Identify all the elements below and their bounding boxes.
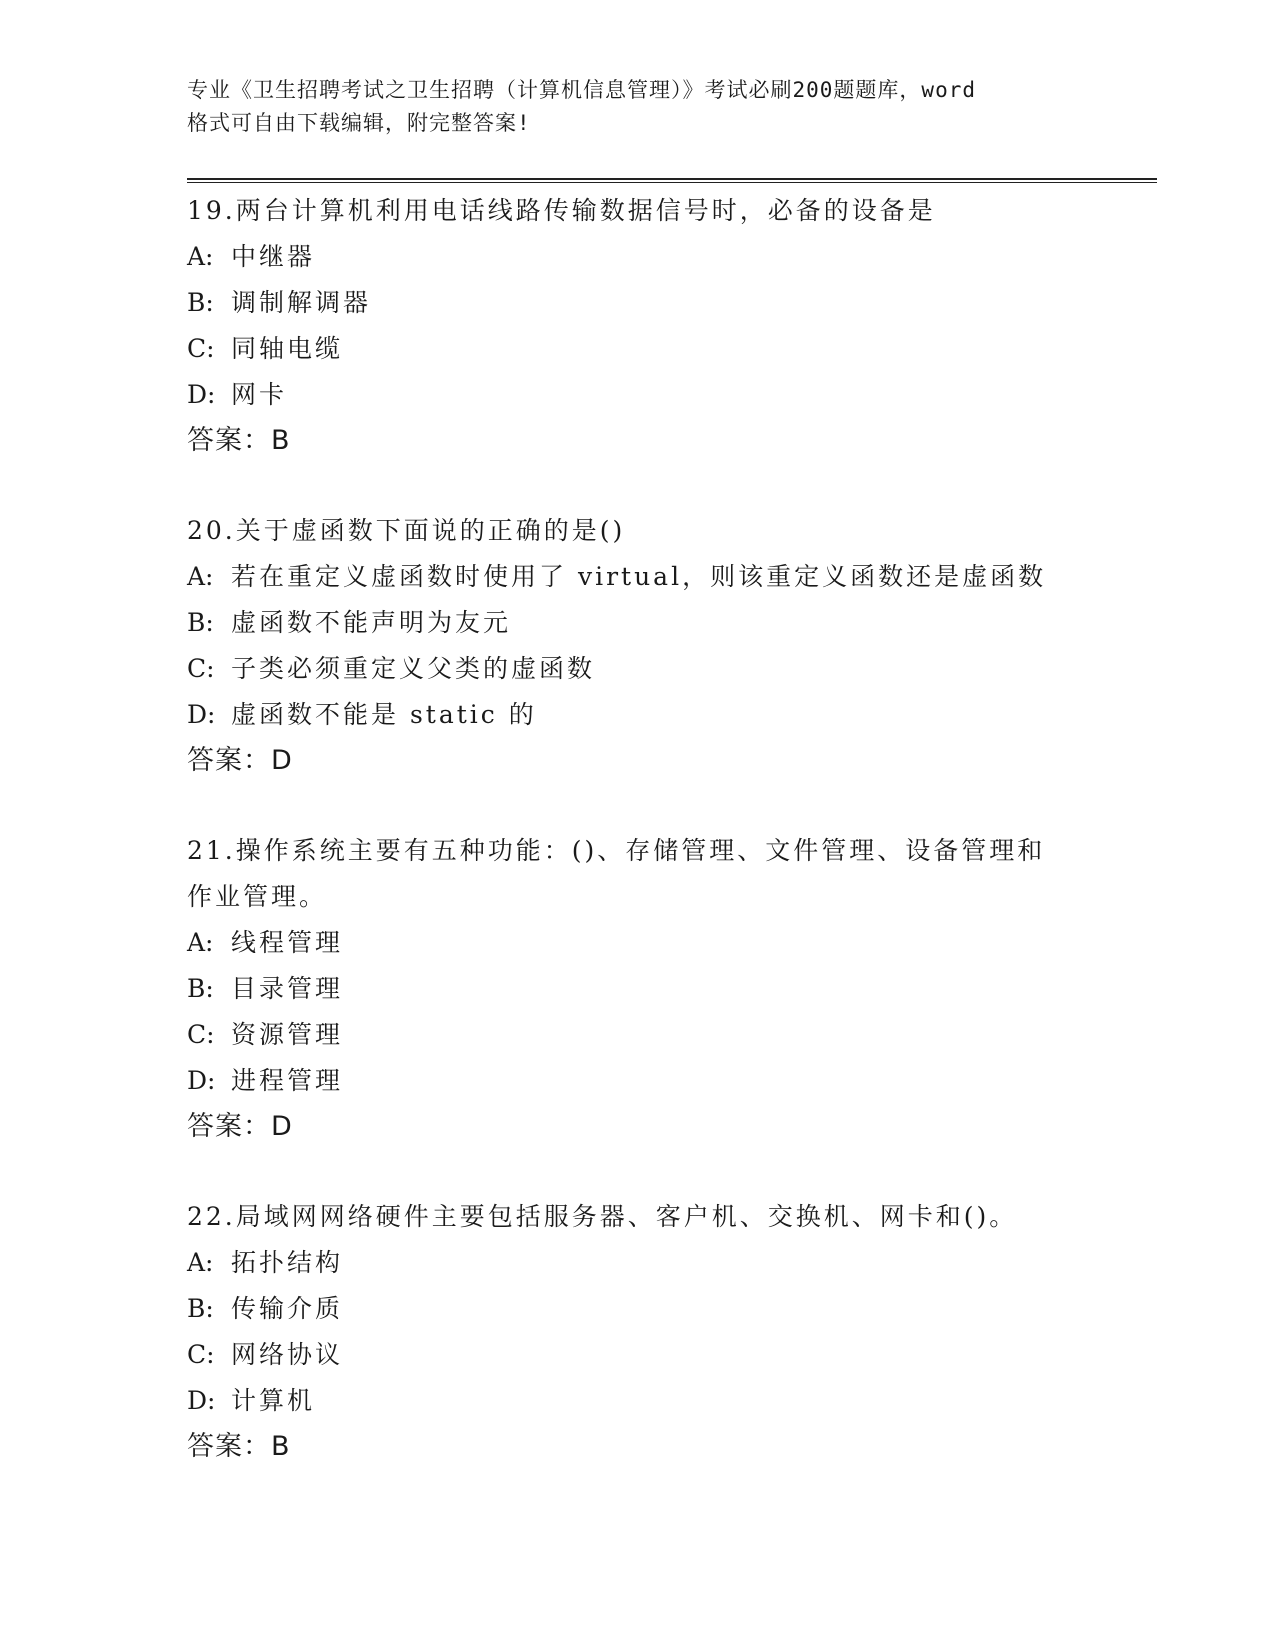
option-text: 子类必须重定义父类的虚函数: [231, 654, 596, 683]
option-key: B:: [187, 608, 214, 637]
option-key: A:: [187, 1248, 214, 1277]
option-text: 资源管理: [231, 1020, 344, 1049]
option-key: B:: [187, 288, 214, 317]
question-stem: 22.局域网网络硬件主要包括服务器、客户机、交换机、网卡和()。: [187, 1202, 1018, 1231]
option-c: [187, 1332, 1157, 1378]
question-21: [187, 828, 1157, 1150]
option-text: 虚函数不能是 static 的: [231, 700, 537, 729]
option-text: 调制解调器: [231, 288, 372, 317]
header-line-1: 专业《卫生招聘考试之卫生招聘（计算机信息管理）》考试必刷200题题库，word: [187, 78, 976, 102]
option-text: 传输介质: [231, 1294, 344, 1323]
option-c: [187, 1012, 1157, 1058]
document-header: [187, 74, 1087, 140]
question-19: [187, 188, 1157, 464]
answer-label: 答案：B: [187, 1431, 291, 1462]
answer-label: 答案：D: [187, 1111, 293, 1142]
option-text: 计算机: [231, 1386, 316, 1415]
answer-label: 答案：B: [187, 425, 291, 456]
question-stem: 19.两台计算机利用电话线路传输数据信号时，必备的设备是: [187, 196, 936, 225]
option-key: A:: [187, 928, 214, 957]
option-d: [187, 692, 1157, 738]
option-text: 网卡: [231, 380, 288, 409]
option-key: D:: [187, 1066, 216, 1095]
header-line-2: 格式可自由下载编辑，附完整答案!: [187, 111, 531, 135]
question-stem: 21.操作系统主要有五种功能：()、存储管理、文件管理、设备管理和作业管理。: [187, 836, 1046, 911]
option-text: 同轴电缆: [231, 334, 344, 363]
option-key: C:: [187, 654, 215, 683]
option-c: [187, 326, 1157, 372]
option-b: [187, 600, 1157, 646]
option-text: 目录管理: [231, 974, 344, 1003]
option-b: [187, 280, 1157, 326]
question-stem: 20.关于虚函数下面说的正确的是(): [187, 516, 626, 545]
option-b: [187, 966, 1157, 1012]
option-key: A:: [187, 562, 214, 591]
question-20: [187, 508, 1157, 784]
option-key: C:: [187, 1020, 215, 1049]
option-d: [187, 1378, 1157, 1424]
option-text: 中继器: [231, 242, 316, 271]
option-text: 若在重定义虚函数时使用了 virtual，则该重定义函数还是虚函数: [231, 562, 1047, 591]
question-22: [187, 1194, 1157, 1470]
option-text: 网络协议: [231, 1340, 344, 1369]
option-c: [187, 646, 1157, 692]
option-key: D:: [187, 1386, 216, 1415]
option-b: [187, 1286, 1157, 1332]
option-key: B:: [187, 974, 214, 1003]
header-divider: [187, 178, 1157, 184]
option-text: 线程管理: [231, 928, 344, 957]
option-d: [187, 1058, 1157, 1104]
option-key: D:: [187, 700, 216, 729]
option-key: B:: [187, 1294, 214, 1323]
option-key: D:: [187, 380, 216, 409]
option-key: C:: [187, 334, 215, 363]
option-a: [187, 920, 1157, 966]
option-text: 进程管理: [231, 1066, 344, 1095]
answer-label: 答案：D: [187, 745, 293, 776]
option-key: C:: [187, 1340, 215, 1369]
option-key: A:: [187, 242, 214, 271]
option-text: 虚函数不能声明为友元: [231, 608, 512, 637]
option-a: [187, 234, 1157, 280]
option-a: [187, 554, 1157, 600]
question-list: [187, 188, 1157, 1514]
option-text: 拓扑结构: [231, 1248, 344, 1277]
option-d: [187, 372, 1157, 418]
option-a: [187, 1240, 1157, 1286]
